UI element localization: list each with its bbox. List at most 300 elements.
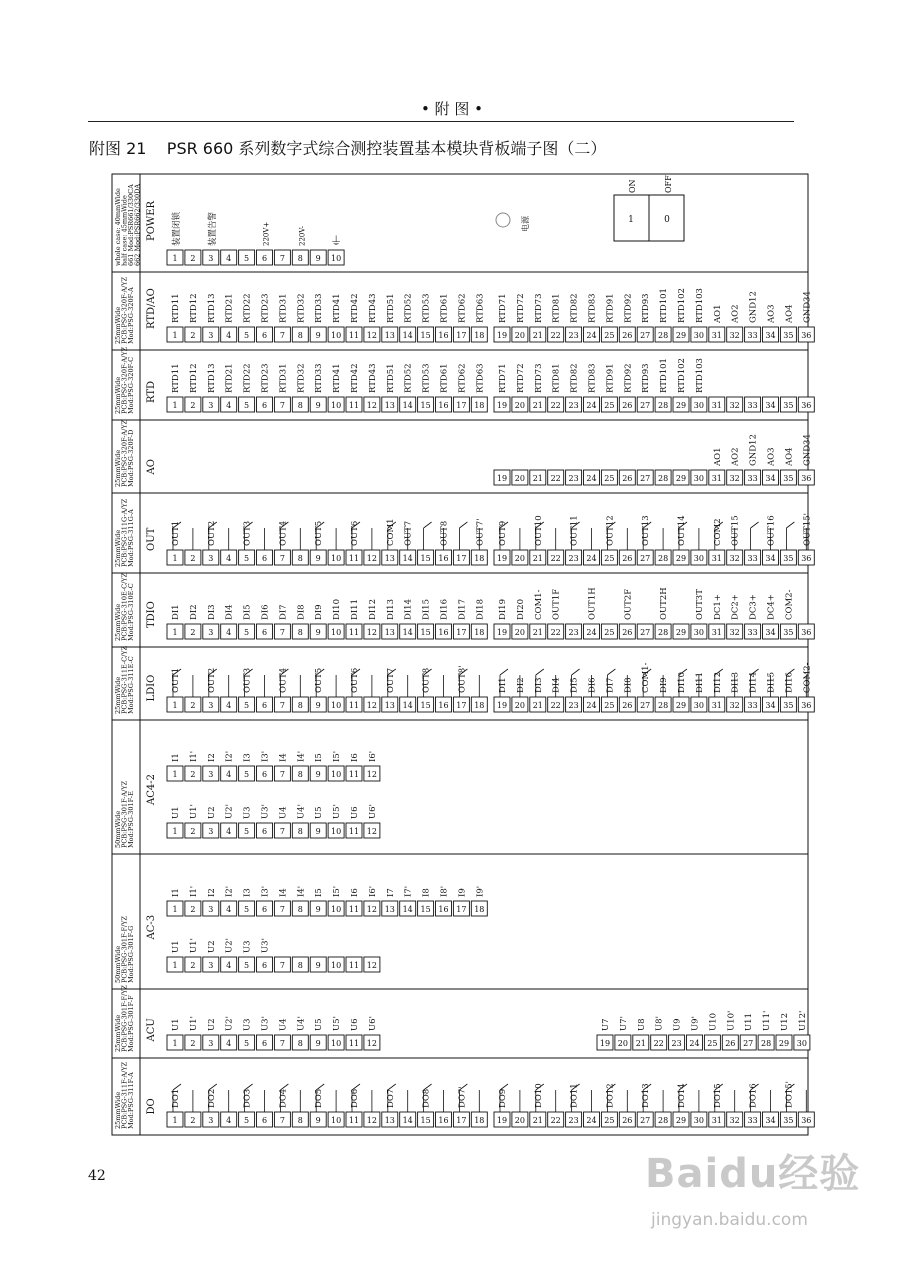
ac3-rowB-terminal-11-number: 11: [348, 961, 360, 970]
acu-left-terminal-4-number: 4: [226, 1039, 232, 1048]
do-left-terminal-1-number: 1: [172, 1116, 178, 1125]
ac3-rowA-terminal-10-number: 10: [331, 905, 342, 914]
do-left-terminal-10-number: 10: [331, 1116, 342, 1125]
do-left-terminal-5-number: 5: [244, 1116, 250, 1125]
out-left-terminal-1-number: 1: [172, 554, 178, 563]
tdio-right-label-22: OUT1F: [551, 588, 562, 620]
do-left-terminal-6-number: 6: [261, 1116, 268, 1125]
acu-right-terminal-19-number: 19: [599, 1039, 611, 1048]
do-left-label-15: DO8: [421, 1088, 432, 1108]
module-out-name: OUT: [146, 527, 157, 551]
rtd-right-terminal-24-number: 24: [586, 401, 597, 410]
tdio-right-terminal-21-number: 21: [532, 628, 543, 637]
rtdao-left-terminal-2-number: 2: [190, 331, 196, 340]
rtd-left-label-5: RTD22: [242, 363, 253, 393]
tdio-right-terminal-34-number: 34: [765, 628, 776, 637]
ac42-rowB-label-11: U6: [350, 806, 360, 819]
acu-right-terminal-21-number: 21: [635, 1039, 646, 1048]
rtd-right-label-29: RTD102: [677, 358, 687, 393]
rtdao-right-terminal-22-number: 22: [550, 331, 561, 340]
out-right-label-21: OUT10: [533, 515, 544, 546]
ac3-rowA-label-3: I2: [206, 888, 217, 897]
do-left-terminal-14-number: 14: [402, 1116, 413, 1125]
power-label-8: 220V-: [298, 225, 307, 246]
ac3-rowA-label-5: I3: [242, 888, 253, 897]
ground-icon: ⏚: [330, 234, 343, 248]
out-right-terminal-21-number: 21: [532, 554, 543, 563]
rtd-right-label-25: RTD91: [605, 363, 616, 393]
power-terminal-4-number: 4: [226, 254, 232, 263]
tdio-left-label-10: DI10: [332, 599, 343, 620]
acu-right-terminal-28-number: 28: [761, 1039, 772, 1048]
out-right-terminal-29-number: 29: [675, 554, 687, 563]
rtdao-right-terminal-34-number: 34: [765, 331, 776, 340]
ac42-rowB-label-12: U6': [367, 804, 378, 819]
out-right-label-19: OUT9: [498, 520, 508, 546]
tdio-left-label-1: DI1: [171, 604, 181, 620]
ldio-right-terminal-25-number: 25: [604, 701, 615, 710]
module-tdio-spec: 25mmWide: [114, 603, 122, 641]
do-left-terminal-12-number: 12: [366, 1116, 377, 1125]
do-left-terminal-17-number: 17: [456, 1116, 467, 1125]
ao-right-terminal-24-number: 24: [586, 474, 597, 483]
ac42-rowA-terminal-1-number: 1: [172, 770, 178, 779]
ldio-right-label-31: DI12: [712, 672, 723, 693]
ldio-right-label-21: DI3: [533, 677, 544, 693]
rtd-left-terminal-16-number: 16: [438, 401, 449, 410]
rtdao-left-label-15: RTD53: [421, 293, 432, 323]
ldio-left-label-7: OUT4: [278, 667, 289, 693]
ldio-right-label-22: DI4: [551, 677, 562, 693]
ac42-rowA-label-10: I5': [332, 750, 343, 762]
tdio-left-terminal-13-number: 13: [384, 628, 395, 637]
ac3-rowB-label-2: U1': [188, 938, 199, 953]
out-right-label-23: OUT11: [569, 515, 580, 546]
do-left-label-7: DO4: [278, 1088, 289, 1108]
module-rtdao: [112, 272, 814, 350]
ac42-rowB-terminal-11-number: 11: [348, 827, 360, 836]
ldio-left-terminal-6-number: 6: [261, 701, 268, 710]
module-out: [112, 493, 814, 573]
rtdao-left-label-2: RTD12: [188, 293, 199, 323]
acu-right-label-28: U11': [762, 1010, 773, 1031]
ac42-rowA-terminal-12-number: 12: [366, 770, 377, 779]
ldio-right-terminal-28-number: 28: [658, 701, 669, 710]
out-right-terminal-23-number: 23: [568, 554, 579, 563]
power-terminal-2-number: 2: [190, 254, 196, 263]
ao-right-terminal-20-number: 20: [514, 474, 525, 483]
out-left-terminal-3-number: 3: [208, 554, 214, 563]
tdio-right-terminal-33-number: 33: [747, 628, 758, 637]
out-left-terminal-7-number: 7: [279, 554, 285, 563]
ao-right-label-36: GND34: [802, 434, 813, 466]
out-right-terminal-22-number: 22: [550, 554, 561, 563]
ac42-rowB-label-6: U3': [260, 804, 271, 819]
rtd-left-label-7: RTD31: [278, 363, 289, 393]
out-right-terminal-28-number: 28: [658, 554, 669, 563]
do-right-terminal-36-number: 36: [801, 1116, 812, 1125]
rtdao-left-terminal-4-number: 4: [226, 331, 232, 340]
module-ao-spec: Mod:PSG-320F-D: [127, 429, 135, 487]
rtd-right-terminal-28-number: 28: [658, 401, 669, 410]
rtd-right-terminal-20-number: 20: [514, 401, 525, 410]
module-power: [112, 174, 808, 272]
out-right-label-36: OUT15': [802, 513, 813, 546]
rtd-right-terminal-34-number: 34: [765, 401, 776, 410]
rtd-left-terminal-1-number: 1: [172, 401, 178, 410]
ao-right-terminal-32-number: 32: [729, 474, 740, 483]
tdio-left-label-3: DI3: [206, 604, 217, 620]
rtdao-right-label-22: RTD81: [551, 293, 562, 323]
ac42-rowB-label-1: U1: [171, 806, 181, 819]
do-right-terminal-23-number: 23: [568, 1116, 579, 1125]
ac3-rowB-terminal-12-number: 12: [366, 961, 377, 970]
watermark-url: jingyan.baidu.com: [651, 1210, 808, 1230]
rtd-left-terminal-2-number: 2: [190, 401, 196, 410]
acu-right-label-19: U7: [601, 1018, 611, 1031]
ac42-rowB-label-7: U4: [278, 806, 289, 819]
module-ac42-spec: 50mmWide: [114, 810, 122, 848]
module-ao-spec: PCB:PSG-320F-A/YZ: [120, 419, 129, 487]
module-do-name: DO: [146, 1098, 157, 1115]
ac3-rowA-terminal-5-number: 5: [244, 905, 250, 914]
do-left-label-17: DO7': [457, 1086, 468, 1108]
rtdao-left-terminal-16-number: 16: [438, 331, 449, 340]
ac3-rowA-label-8: I4': [296, 885, 307, 897]
ldio-right-label-35: DI16: [784, 672, 795, 693]
rtdao-left-label-6: RTD23: [260, 293, 271, 323]
rtd-left-terminal-6-number: 6: [261, 401, 268, 410]
power-switch-off-label: OFF: [664, 175, 673, 193]
module-out-spec: 25mmWide: [114, 529, 122, 567]
tdio-left-label-12: DI12: [367, 599, 378, 620]
ao-right-terminal-26-number: 26: [622, 474, 633, 483]
rtd-left-label-10: RTD41: [332, 363, 343, 393]
do-right-terminal-28-number: 28: [658, 1116, 669, 1125]
rtd-right-terminal-32-number: 32: [729, 401, 740, 410]
ao-right-label-35: AO4: [784, 447, 795, 466]
rtd-right-terminal-33-number: 33: [747, 401, 758, 410]
rtdao-right-label-24: RTD83: [587, 293, 598, 323]
ldio-left-terminal-3-number: 3: [208, 701, 214, 710]
ac42-rowA-label-2: I1': [188, 750, 199, 762]
ldio-left-label-13: OUT7: [385, 667, 396, 693]
ldio-left-terminal-11-number: 11: [348, 701, 360, 710]
acu-left-label-11: U6: [350, 1018, 360, 1031]
acu-right-label-24: U9': [690, 1016, 701, 1031]
ao-right-terminal-28-number: 28: [658, 474, 669, 483]
tdio-left-terminal-12-number: 12: [366, 628, 377, 637]
rtdao-right-label-36: GND34: [802, 291, 813, 323]
module-acu: [112, 985, 810, 1058]
rtdao-right-terminal-21-number: 21: [532, 331, 543, 340]
ldio-left-terminal-15-number: 15: [420, 701, 431, 710]
ac3-rowA-terminal-4-number: 4: [226, 905, 232, 914]
do-left-terminal-4-number: 4: [226, 1116, 232, 1125]
ac3-rowA-label-6: I3': [260, 885, 271, 897]
rtdao-left-terminal-1-number: 1: [172, 331, 178, 340]
do-right-terminal-33-number: 33: [747, 1116, 758, 1125]
acu-left-terminal-7-number: 7: [279, 1039, 285, 1048]
ldio-right-terminal-34-number: 34: [765, 701, 776, 710]
rtd-left-terminal-9-number: 9: [315, 401, 321, 410]
ac3-rowB-terminal-3-number: 3: [208, 961, 214, 970]
ldio-right-terminal-24-number: 24: [586, 701, 597, 710]
ldio-right-label-33: DI14: [748, 672, 759, 693]
rtdao-left-terminal-14-number: 14: [402, 331, 413, 340]
module-acu-name: ACU: [146, 1018, 157, 1042]
module-ac3-spec: 50mmWide: [114, 945, 122, 983]
do-right-label-19: DO9: [498, 1088, 508, 1108]
rtdao-right-label-34: AO3: [766, 304, 777, 323]
out-left-terminal-13-number: 13: [384, 554, 395, 563]
ac3-rowA-label-2: I1': [188, 885, 199, 897]
tdio-right-terminal-24-number: 24: [586, 628, 597, 637]
ac42-rowA-terminal-3-number: 3: [208, 770, 214, 779]
module-ldio-spec: Mod:PSG-311E-C: [127, 656, 135, 714]
out-right-terminal-19-number: 19: [496, 554, 508, 563]
ac42-rowA-label-3: I2: [206, 753, 217, 762]
rtd-left-terminal-8-number: 8: [297, 401, 303, 410]
ac42-rowA-label-8: I4': [296, 750, 307, 762]
acu-right-terminal-23-number: 23: [671, 1039, 682, 1048]
acu-left-label-7: U4: [278, 1018, 289, 1031]
ao-right-terminal-31-number: 31: [711, 474, 722, 483]
module-ao-name: AO: [146, 459, 157, 475]
acu-right-label-27: U11: [744, 1013, 755, 1031]
out-left-terminal-10-number: 10: [331, 554, 342, 563]
rtdao-left-terminal-8-number: 8: [297, 331, 303, 340]
tdio-right-label-20: DI20: [515, 599, 526, 620]
ldio-left-terminal-13-number: 13: [384, 701, 395, 710]
ldio-left-label-9: OUT5: [314, 667, 325, 693]
acu-right-label-23: U9: [672, 1018, 683, 1031]
rtdao-right-label-21: RTD73: [533, 293, 544, 323]
acu-left-terminal-11-number: 11: [348, 1039, 360, 1048]
power-label-6: 220V+: [262, 221, 271, 246]
rtdao-left-label-1: RTD11: [171, 293, 181, 323]
power-switch-off-value: 0: [664, 215, 670, 225]
ac42-rowA-label-1: I1: [171, 753, 181, 762]
module-rtdao-name: RTD/AO: [146, 288, 157, 329]
ac3-rowA-label-9: I5: [314, 888, 325, 897]
out-left-terminal-17-number: 17: [456, 554, 467, 563]
rtdao-left-label-8: RTD32: [296, 293, 307, 323]
rtdao-left-label-11: RTD42: [350, 293, 360, 323]
ldio-right-terminal-30-number: 30: [693, 701, 704, 710]
acu-right-terminal-24-number: 24: [689, 1039, 700, 1048]
tdio-right-terminal-36-number: 36: [801, 628, 812, 637]
out-right-terminal-25-number: 25: [604, 554, 615, 563]
tdio-right-label-30: OUT3T: [694, 589, 705, 620]
module-ao-spec: 25mmWide: [114, 449, 122, 487]
rtdao-right-terminal-28-number: 28: [658, 331, 669, 340]
do-right-terminal-24-number: 24: [586, 1116, 597, 1125]
acu-left-terminal-8-number: 8: [297, 1039, 303, 1048]
ac42-rowA-label-9: I5: [314, 753, 325, 762]
acu-left-terminal-5-number: 5: [244, 1039, 250, 1048]
acu-left-label-10: U5': [332, 1016, 343, 1031]
ac3-rowA-label-16: I8': [439, 885, 450, 897]
rtdao-left-terminal-7-number: 7: [279, 331, 285, 340]
do-right-label-33: DO16: [748, 1083, 759, 1108]
module-ac3-name: AC-3: [146, 914, 157, 940]
rtd-right-label-30: RTD103: [694, 358, 705, 393]
power-switch-on-label: ON: [628, 179, 637, 193]
out-right-label-25: OUT12: [605, 515, 616, 546]
do-right-label-21: DO10: [533, 1083, 544, 1108]
out-right-label-27: OUT13: [641, 515, 652, 546]
out-left-terminal-4-number: 4: [226, 554, 232, 563]
acu-right-terminal-29-number: 29: [778, 1039, 790, 1048]
ac42-rowB-terminal-2-number: 2: [190, 827, 196, 836]
ac3-rowA-terminal-17-number: 17: [456, 905, 467, 914]
rtd-left-terminal-7-number: 7: [279, 401, 285, 410]
ac3-rowB-terminal-4-number: 4: [226, 961, 232, 970]
ac3-rowA-label-15: I8: [421, 888, 432, 897]
rtdao-left-terminal-18-number: 18: [474, 331, 485, 340]
acu-left-terminal-9-number: 9: [315, 1039, 321, 1048]
module-rtd-spec: PCB:PSG-320F-A/YZ: [120, 346, 129, 414]
ac3-rowB-terminal-9-number: 9: [315, 961, 321, 970]
out-left-terminal-12-number: 12: [366, 554, 377, 563]
out-right-label-34: OUT16: [766, 515, 777, 546]
ac3-rowA-label-10: I5': [332, 885, 343, 897]
ldio-right-label-32: DI13: [730, 672, 741, 693]
rtd-left-label-9: RTD33: [314, 363, 325, 393]
rtd-right-terminal-23-number: 23: [568, 401, 579, 410]
out-left-terminal-14-number: 14: [402, 554, 413, 563]
rtdao-right-label-25: RTD91: [605, 293, 616, 323]
tdio-left-label-4: DI4: [224, 604, 235, 620]
module-ldio-spec: 25mmWide: [114, 676, 122, 714]
rtd-left-terminal-14-number: 14: [402, 401, 413, 410]
do-right-terminal-19-number: 19: [496, 1116, 508, 1125]
rtdao-left-label-4: RTD21: [224, 293, 235, 323]
power-lamp-icon: [496, 213, 510, 227]
rtdao-left-label-14: RTD52: [403, 293, 414, 323]
do-left-terminal-13-number: 13: [384, 1116, 395, 1125]
rtd-right-label-23: RTD82: [569, 363, 580, 393]
ac42-rowA-terminal-4-number: 4: [226, 770, 232, 779]
ldio-right-terminal-20-number: 20: [514, 701, 525, 710]
rtd-left-terminal-13-number: 13: [384, 401, 395, 410]
tdio-left-terminal-4-number: 4: [226, 628, 232, 637]
module-rtd: [112, 346, 814, 420]
ao-right-terminal-22-number: 22: [550, 474, 561, 483]
ac42-rowB-label-9: U5: [314, 806, 325, 819]
power-label-3: 装置告警: [207, 211, 218, 246]
rtd-left-label-2: RTD12: [188, 363, 199, 393]
module-power-spec: 661 Mod:PSR661/330CA: [127, 184, 135, 266]
rtdao-right-terminal-20-number: 20: [514, 331, 525, 340]
power-terminal-10-number: 10: [331, 254, 342, 263]
do-right-terminal-34-number: 34: [765, 1116, 776, 1125]
ac42-rowB-label-4: U2': [224, 804, 235, 819]
rtdao-right-terminal-24-number: 24: [586, 331, 597, 340]
tdio-left-label-6: DI6: [260, 604, 271, 620]
tdio-left-terminal-16-number: 16: [438, 628, 449, 637]
module-tdio-spec: Mod:PSG-310E-C: [127, 583, 135, 641]
rtdao-right-label-32: AO2: [730, 304, 741, 323]
rtdao-left-terminal-11-number: 11: [348, 331, 360, 340]
ac42-rowA-terminal-2-number: 2: [190, 770, 196, 779]
do-left-terminal-15-number: 15: [420, 1116, 431, 1125]
out-left-label-14: OUT7: [403, 520, 414, 546]
ao-right-terminal-27-number: 27: [640, 474, 651, 483]
do-left-terminal-7-number: 7: [279, 1116, 285, 1125]
module-rtdao-spec: PCB:PSG-320F-A/YZ: [120, 276, 129, 344]
ldio-left-terminal-16-number: 16: [438, 701, 449, 710]
do-left-label-5: DO3: [242, 1088, 253, 1108]
do-right-terminal-27-number: 27: [640, 1116, 651, 1125]
rtdao-left-terminal-6-number: 6: [261, 331, 268, 340]
tdio-right-terminal-22-number: 22: [550, 628, 561, 637]
tdio-right-label-26: OUT2F: [623, 588, 634, 620]
tdio-left-terminal-7-number: 7: [279, 628, 285, 637]
ac3-rowA-terminal-12-number: 12: [366, 905, 377, 914]
rtd-left-label-3: RTD13: [206, 363, 217, 393]
out-left-terminal-5-number: 5: [244, 554, 250, 563]
ac42-rowA-terminal-10-number: 10: [331, 770, 342, 779]
power-terminal-5-number: 5: [244, 254, 250, 263]
out-right-label-32: OUT15: [730, 515, 741, 546]
do-right-label-25: DO12: [605, 1083, 616, 1108]
acu-left-label-1: U1: [171, 1018, 181, 1031]
ao-right-terminal-23-number: 23: [568, 474, 579, 483]
rtdao-right-terminal-26-number: 26: [622, 331, 633, 340]
ao-right-label-33: GND12: [748, 434, 759, 466]
watermark-brand: Baidu经验: [645, 1151, 861, 1197]
ldio-right-label-29: DI10: [677, 672, 687, 693]
ac3-rowA-terminal-6-number: 6: [261, 905, 268, 914]
ldio-right-label-34: DI15: [766, 672, 777, 693]
ldio-right-terminal-27-number: 27: [640, 701, 651, 710]
tdio-right-terminal-29-number: 29: [675, 628, 687, 637]
rtdao-right-terminal-29-number: 29: [675, 331, 687, 340]
module-ao: [112, 419, 814, 493]
acu-left-terminal-3-number: 3: [208, 1039, 214, 1048]
module-rtd-name: RTD: [146, 380, 157, 403]
tdio-left-label-14: DI14: [403, 599, 414, 620]
acu-left-label-12: U6': [367, 1016, 378, 1031]
ldio-right-terminal-33-number: 33: [747, 701, 758, 710]
rtd-left-terminal-3-number: 3: [208, 401, 214, 410]
rtdao-right-terminal-33-number: 33: [747, 331, 758, 340]
ac3-rowB-terminal-10-number: 10: [331, 961, 342, 970]
ac3-rowA-label-14: I7': [403, 885, 414, 897]
rtdao-right-label-20: RTD72: [515, 293, 526, 323]
rtdao-right-terminal-25-number: 25: [604, 331, 615, 340]
ac42-rowB-label-8: U4': [296, 804, 307, 819]
tdio-left-terminal-1-number: 1: [172, 628, 178, 637]
module-ac42-name: AC4-2: [146, 774, 157, 805]
module-do-spec: Mod:PSG-311F-A: [127, 1072, 135, 1129]
out-left-label-3: OUT2: [206, 520, 217, 546]
tdio-right-terminal-32-number: 32: [729, 628, 740, 637]
out-right-terminal-34-number: 34: [765, 554, 776, 563]
tdio-left-terminal-3-number: 3: [208, 628, 214, 637]
rtdao-right-label-33: GND12: [748, 291, 759, 323]
ac42-rowB-label-3: U2: [206, 806, 217, 819]
rtdao-right-terminal-30-number: 30: [693, 331, 704, 340]
ac42-rowB-terminal-6-number: 6: [261, 827, 268, 836]
ac42-rowB-label-2: U1': [188, 804, 199, 819]
ldio-right-terminal-29-number: 29: [675, 701, 687, 710]
rtd-left-terminal-15-number: 15: [420, 401, 431, 410]
ldio-right-terminal-36-number: 36: [801, 701, 812, 710]
ldio-right-terminal-19-number: 19: [496, 701, 508, 710]
